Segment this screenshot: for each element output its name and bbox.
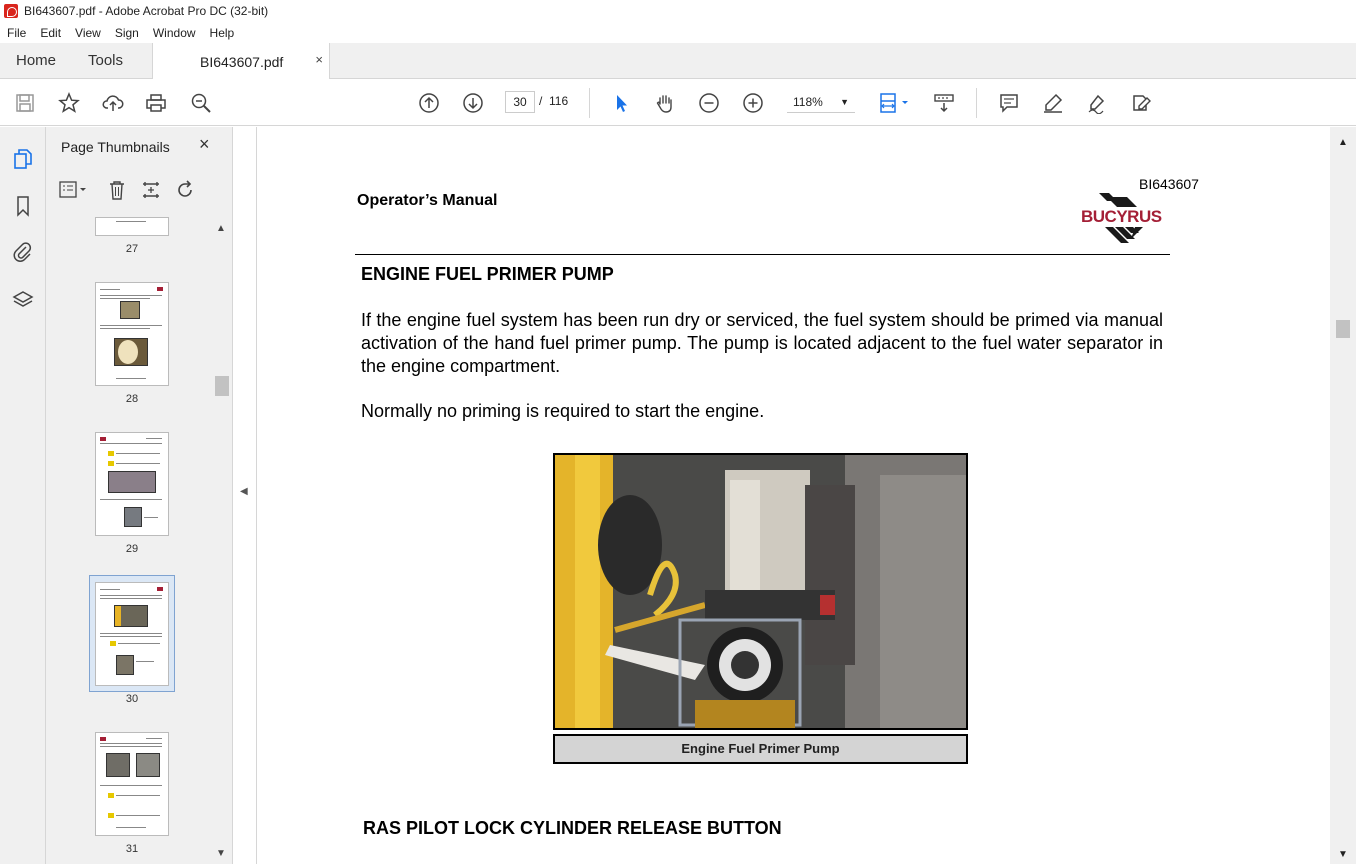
scrollbar-thumb[interactable] [1336, 320, 1350, 338]
menu-window[interactable]: Window [152, 25, 196, 40]
thumbnail-options-icon[interactable] [58, 179, 88, 201]
bookmarks-icon[interactable] [11, 194, 35, 218]
next-page-icon[interactable] [460, 90, 486, 116]
previous-page-icon[interactable] [416, 90, 442, 116]
chevron-down-icon: ▼ [840, 97, 849, 107]
body-paragraph: If the engine fuel system has been run dry or serviced, the fuel system should be primed via manual activation of the hand fuel primer pump. The pump is located adjacent to the fuel water separator in the engine compartment. [361, 310, 1163, 376]
rotate-page-icon[interactable] [174, 179, 196, 201]
acrobat-icon [4, 4, 18, 18]
highlight-pen-icon[interactable] [1040, 90, 1066, 116]
manual-header: Operator’s Manual [357, 192, 498, 209]
select-cursor-icon[interactable] [608, 90, 634, 116]
thumbnail-label: 30 [125, 693, 139, 705]
extract-page-icon[interactable] [140, 179, 162, 201]
fit-page-icon[interactable] [876, 90, 912, 116]
search-zoom-icon[interactable] [188, 90, 214, 116]
body-paragraph: Normally no priming is required to start the engine. [361, 401, 765, 421]
tab-bar [0, 43, 1356, 79]
close-tab-icon[interactable]: × [315, 52, 323, 67]
window-title: BI643607.pdf - Adobe Acrobat Pro DC (32-bit) [24, 4, 269, 18]
zoom-out-icon[interactable] [696, 90, 722, 116]
thumbnail-scrollbar[interactable] [215, 219, 229, 859]
menu-bar [0, 22, 1356, 43]
bucyrus-logo [1079, 189, 1174, 249]
collapse-panel-icon[interactable]: ◀ [240, 486, 248, 497]
menu-view[interactable]: View [75, 25, 101, 40]
total-pages: 116 [549, 94, 569, 108]
thumbnail-page-30[interactable] [95, 582, 169, 686]
toolbar-divider [976, 88, 977, 118]
zoom-level-select[interactable] [787, 91, 855, 113]
edit-pdf-icon[interactable] [1128, 90, 1154, 116]
tab-tools[interactable]: Tools [88, 52, 124, 69]
thumbnail-page-29[interactable] [95, 432, 169, 536]
left-navigation-rail [0, 127, 46, 864]
comment-icon[interactable] [996, 90, 1022, 116]
zoom-level-value: 118% [793, 95, 823, 109]
figure-caption: Engine Fuel Primer Pump [553, 734, 968, 764]
thumbnail-label: 28 [125, 393, 139, 405]
thumbnail-page-28[interactable] [95, 282, 169, 386]
header-rule [355, 254, 1170, 255]
thumbnail-label: 29 [125, 543, 139, 555]
bookmark-star-icon[interactable] [56, 90, 82, 116]
menu-file[interactable]: File [7, 25, 27, 40]
tab-document-label: BI643607.pdf [200, 54, 284, 70]
attachments-paperclip-icon[interactable] [11, 240, 35, 264]
title-bar [0, 0, 1356, 22]
document-scrollbar[interactable] [1330, 127, 1356, 864]
menu-sign[interactable]: Sign [114, 25, 139, 40]
scrollbar-thumb[interactable] [215, 376, 229, 396]
document-view[interactable] [256, 127, 1330, 864]
scroll-down-icon[interactable]: ▼ [1338, 849, 1348, 860]
tab-home[interactable]: Home [16, 52, 57, 69]
fill-sign-icon[interactable] [1084, 90, 1110, 116]
print-icon[interactable] [143, 90, 169, 116]
page-number-input[interactable]: 30 [505, 91, 535, 113]
section-title: ENGINE FUEL PRIMER PUMP [361, 264, 614, 284]
document-id: BI643607 [1139, 176, 1199, 192]
scroll-mode-icon[interactable] [931, 90, 957, 116]
svg-text:BUCYRUS: BUCYRUS [1081, 207, 1162, 226]
thumbnail-page-27[interactable] [95, 217, 169, 236]
thumbnail-label: 31 [125, 843, 139, 855]
menu-help[interactable]: Help [209, 25, 235, 40]
page-separator: / [539, 94, 543, 108]
upload-cloud-icon[interactable] [100, 90, 126, 116]
tab-document[interactable] [152, 43, 330, 79]
thumbnail-tools [58, 177, 196, 203]
layers-icon[interactable] [11, 288, 35, 312]
scroll-up-icon[interactable]: ▲ [216, 223, 226, 234]
close-panel-icon[interactable]: × [199, 134, 210, 154]
panel-title: Page Thumbnails [61, 139, 170, 155]
next-section-title: RAS PILOT LOCK CYLINDER RELEASE BUTTON [363, 818, 782, 838]
delete-page-icon[interactable] [106, 179, 128, 201]
toolbar-divider [589, 88, 590, 118]
thumbnail-label: 27 [125, 243, 139, 255]
thumbnail-page-31[interactable] [95, 732, 169, 836]
engine-photo [553, 453, 968, 730]
menu-edit[interactable]: Edit [40, 25, 62, 40]
scroll-up-icon[interactable]: ▲ [1338, 137, 1348, 148]
toolbar [0, 80, 1356, 126]
page-thumbnails-icon[interactable] [11, 147, 35, 171]
hand-tool-icon[interactable] [652, 90, 678, 116]
save-icon[interactable] [12, 90, 38, 116]
scroll-down-icon[interactable]: ▼ [216, 848, 226, 859]
zoom-in-icon[interactable] [740, 90, 766, 116]
